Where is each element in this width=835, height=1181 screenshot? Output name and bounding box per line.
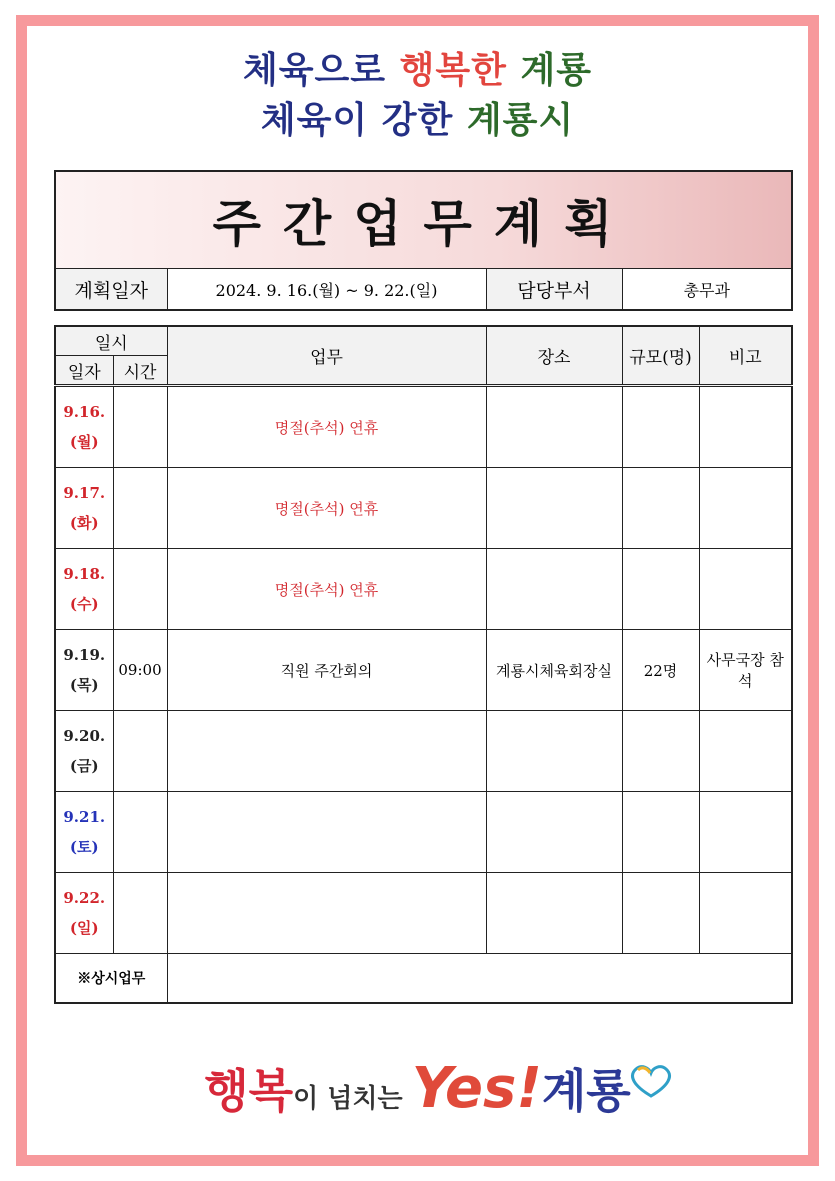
place-cell <box>486 468 622 549</box>
header-place: 장소 <box>486 326 622 386</box>
place-cell <box>486 711 622 792</box>
place-cell <box>486 549 622 630</box>
schedule-table <box>54 325 793 1004</box>
scale-cell: 22명 <box>622 630 699 711</box>
footer-part: 이 넘치는 <box>293 1084 412 1114</box>
note-cell <box>699 549 792 630</box>
task-cell <box>167 873 486 954</box>
footer-part: 행복 <box>204 1064 294 1118</box>
day-text: (수) <box>69 595 99 613</box>
date-cell <box>55 386 113 468</box>
standing-tasks-row <box>55 954 792 1004</box>
scale-cell <box>622 468 699 549</box>
day-text: (금) <box>69 757 99 775</box>
table-row <box>55 386 792 468</box>
place-cell: 계룡시체육회장실 <box>486 630 622 711</box>
heart-icon <box>626 1062 676 1100</box>
table-row <box>55 468 792 549</box>
table-row <box>55 873 792 954</box>
place-cell <box>486 386 622 468</box>
time-cell <box>113 386 167 468</box>
table-row <box>55 711 792 792</box>
date-cell <box>55 549 113 630</box>
table-row <box>55 630 792 711</box>
header-datetime: 일시 <box>55 326 167 356</box>
table-row <box>55 792 792 873</box>
date-text: 9.16. <box>63 403 106 421</box>
header-time: 시간 <box>113 356 167 386</box>
day-text: (화) <box>69 514 99 532</box>
date-cell <box>55 630 113 711</box>
time-cell <box>113 873 167 954</box>
date-cell <box>55 468 113 549</box>
task-cell: 명절(추석) 연휴 <box>167 468 486 549</box>
slogan-line-2 <box>0 92 835 143</box>
header-table <box>54 170 793 311</box>
page-title: 주간업무계획 <box>55 171 792 269</box>
task-cell <box>167 711 486 792</box>
scale-cell <box>622 873 699 954</box>
scale-cell <box>622 549 699 630</box>
slogan-part: 계룡시 <box>466 100 575 141</box>
footer-part: Yes! <box>411 1056 542 1121</box>
header-date: 일자 <box>55 356 113 386</box>
date-text: 9.21. <box>63 808 106 826</box>
dept-label: 담당부서 <box>486 269 622 311</box>
footer-slogan <box>0 1055 835 1121</box>
plan-date-label: 계획일자 <box>55 269 167 311</box>
note-cell <box>699 468 792 549</box>
note-cell <box>699 792 792 873</box>
standing-tasks-value <box>167 954 792 1004</box>
time-cell <box>113 549 167 630</box>
slogan-part: 계룡 <box>520 50 593 91</box>
time-cell <box>113 711 167 792</box>
scale-cell <box>622 386 699 468</box>
footer-part: 계룡 <box>541 1064 631 1118</box>
slogan-part: 행복한 <box>399 50 521 91</box>
slogan-part: 체육이 강한 <box>260 100 467 141</box>
time-cell <box>113 792 167 873</box>
date-text: 9.20. <box>63 727 106 745</box>
scale-cell <box>622 792 699 873</box>
note-cell: 사무국장 참석 <box>699 630 792 711</box>
date-text: 9.18. <box>63 565 106 583</box>
note-cell <box>699 873 792 954</box>
date-text: 9.17. <box>63 484 106 502</box>
date-text: 9.19. <box>63 646 106 664</box>
note-cell <box>699 711 792 792</box>
day-text: (일) <box>69 919 99 937</box>
place-cell <box>486 873 622 954</box>
day-text: (목) <box>69 676 99 694</box>
date-cell <box>55 711 113 792</box>
time-cell <box>113 468 167 549</box>
table-row <box>55 549 792 630</box>
day-text: (월) <box>69 433 99 451</box>
task-cell: 명절(추석) 연휴 <box>167 549 486 630</box>
task-cell: 명절(추석) 연휴 <box>167 386 486 468</box>
header-note: 비고 <box>699 326 792 386</box>
note-cell <box>699 386 792 468</box>
dept-value: 총무과 <box>622 269 792 311</box>
scale-cell <box>622 711 699 792</box>
slogan-line-1 <box>0 42 835 93</box>
task-cell <box>167 792 486 873</box>
plan-date-value: 2024. 9. 16.(월) ~ 9. 22.(일) <box>167 269 486 311</box>
header-scale: 규모(명) <box>622 326 699 386</box>
place-cell <box>486 792 622 873</box>
date-cell <box>55 873 113 954</box>
day-text: (토) <box>69 838 99 856</box>
standing-tasks-label: ※상시업무 <box>55 954 167 1004</box>
header-task: 업무 <box>167 326 486 386</box>
time-cell: 09:00 <box>113 630 167 711</box>
slogan-part: 체육으로 <box>242 50 400 91</box>
date-text: 9.22. <box>63 889 106 907</box>
date-cell <box>55 792 113 873</box>
task-cell: 직원 주간회의 <box>167 630 486 711</box>
